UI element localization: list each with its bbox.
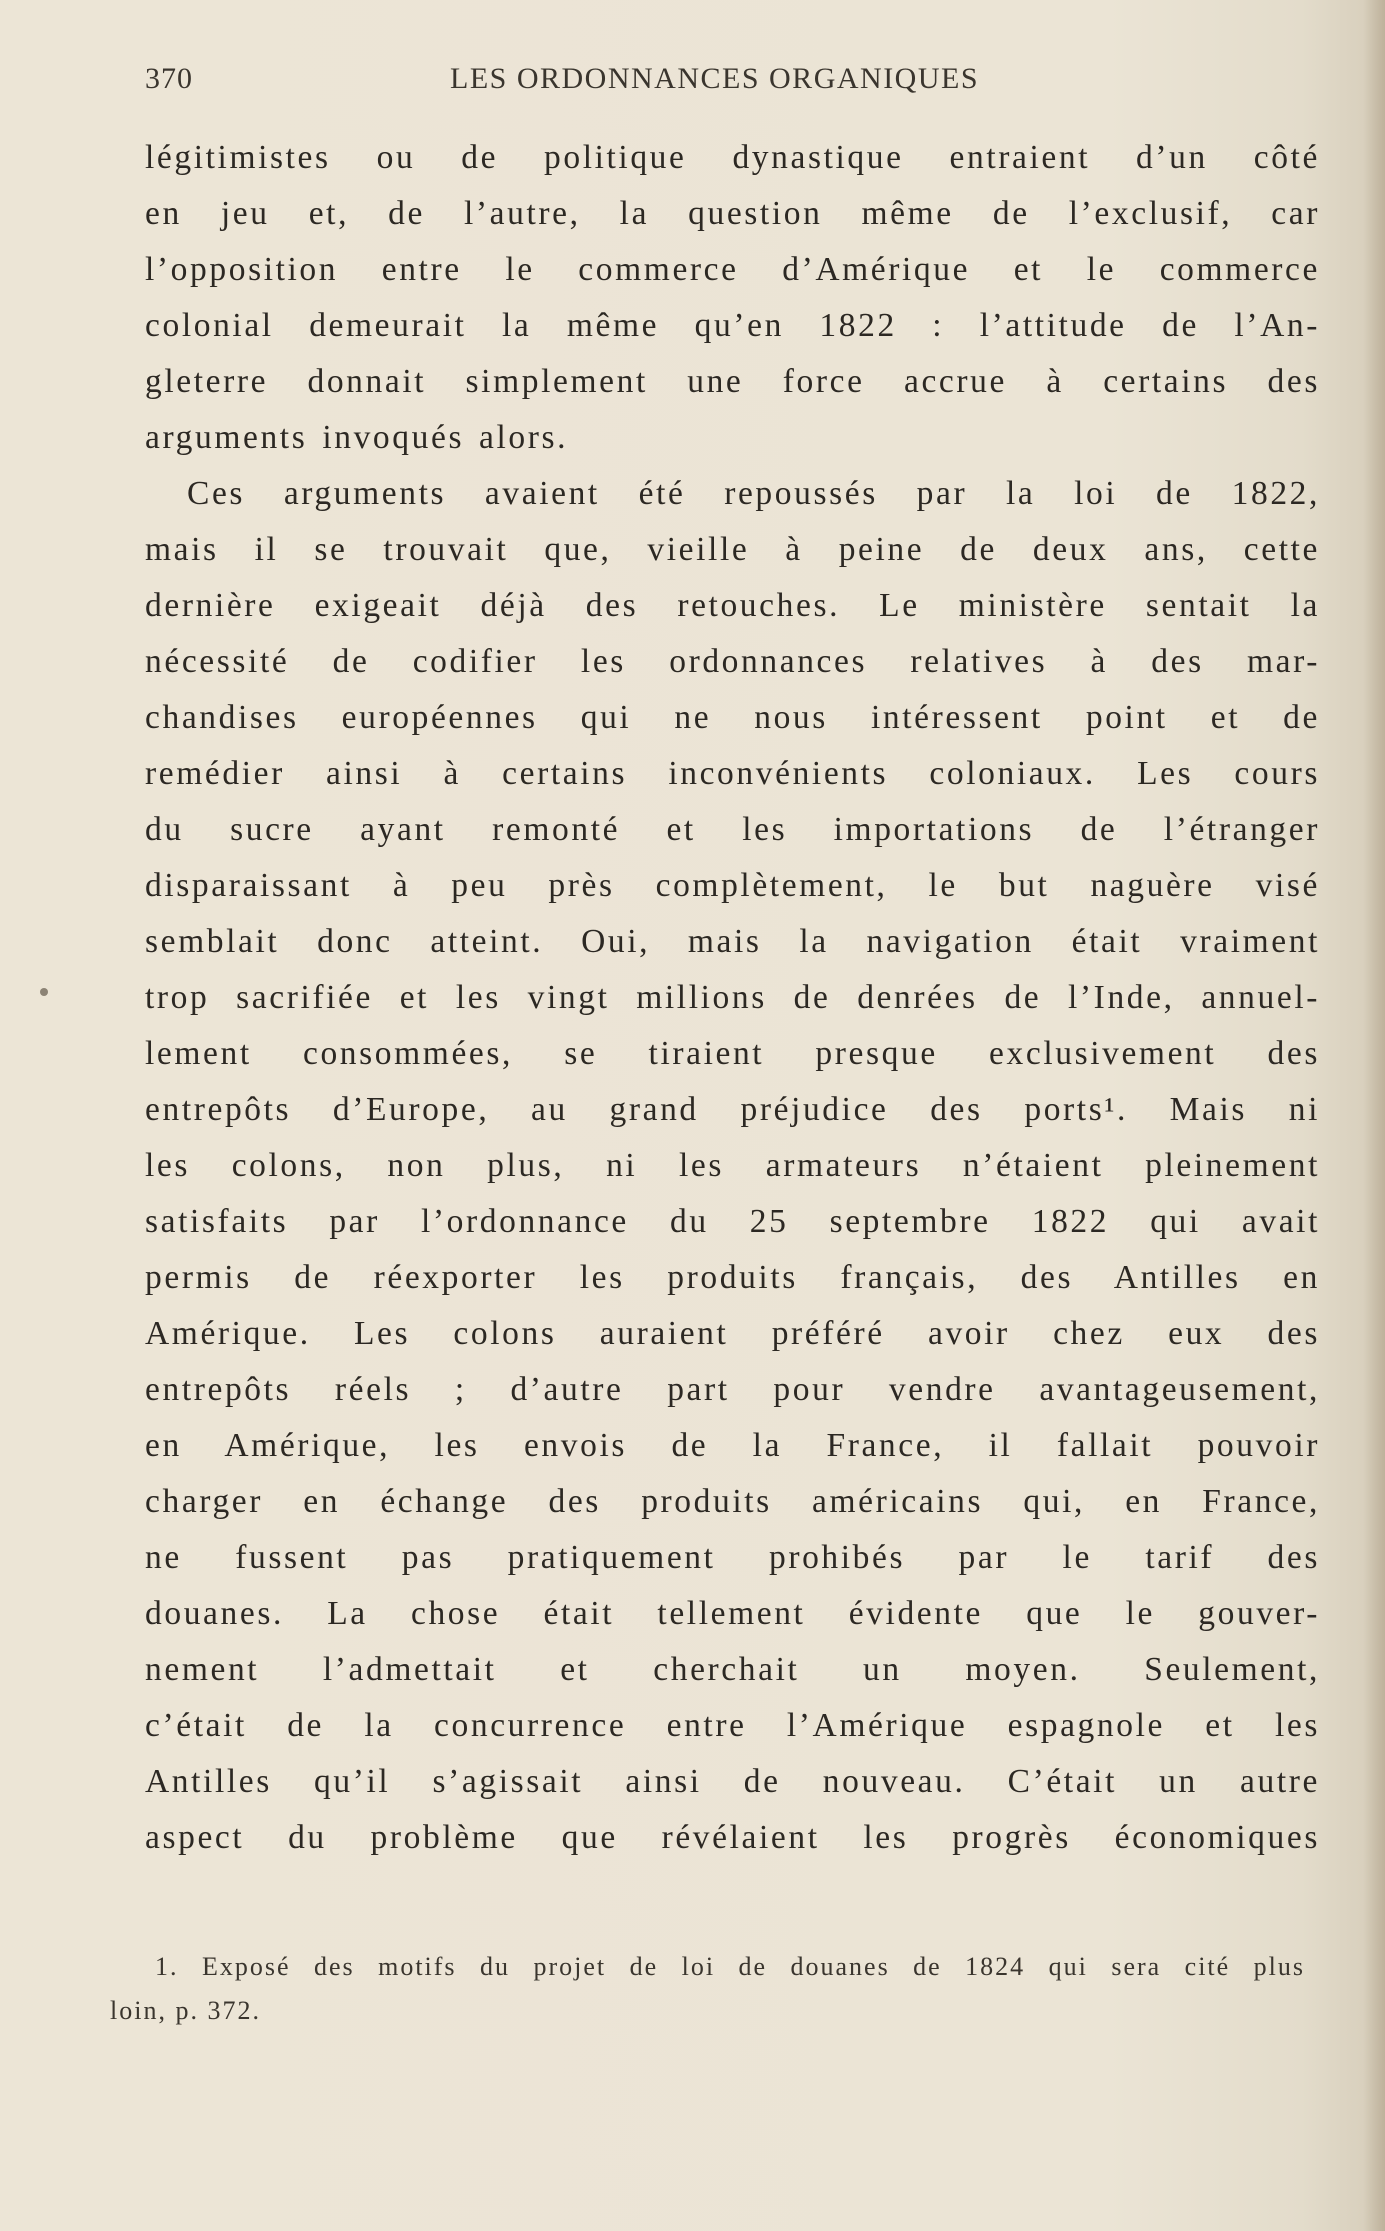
page-header (145, 62, 1320, 102)
footnote-line: 1. Exposé des motifs du projet de loi de douanes de 1824 qui sera cité plus (155, 1952, 1305, 1981)
page-number: 370 (145, 62, 193, 95)
text-line: chandises européennes qui ne nous intéressent point et de (145, 699, 1320, 736)
text-line: lement consommées, se tiraient presque exclusivement des (145, 1035, 1320, 1072)
text-line: aspect du problème que révélaient les progrès économiques (145, 1819, 1320, 1856)
text-line: nement l’admettait et cherchait un moyen. Seulement, (145, 1651, 1320, 1688)
text-line: l’opposition entre le commerce d’Amérique et le commerce (145, 251, 1320, 288)
text-line: permis de réexporter les produits français, des Antilles en (145, 1259, 1320, 1296)
text-line: colonial demeurait la même qu’en 1822 : l’attitude de l’An- (145, 307, 1320, 344)
text-line: c’était de la concurrence entre l’Amérique espagnole et les (145, 1707, 1320, 1744)
text-line: en Amérique, les envois de la France, il fallait pouvoir (145, 1427, 1320, 1464)
text-line: entrepôts d’Europe, au grand préjudice des ports¹. Mais ni (145, 1091, 1320, 1128)
text-line: les colons, non plus, ni les armateurs n’étaient pleinement (145, 1147, 1320, 1184)
text-line: légitimistes ou de politique dynastique entraient d’un côté (145, 139, 1320, 176)
text-line: mais il se trouvait que, vieille à peine de deux ans, cette (145, 531, 1320, 568)
footnote (110, 1945, 1305, 2033)
footnote-line: loin, p. 372. (110, 1996, 261, 2025)
page-edge-shadow (1363, 0, 1385, 2231)
body-text (145, 130, 1320, 1866)
text-line: nécessité de codifier les ordonnances relatives à des mar- (145, 643, 1320, 680)
text-line: arguments invoqués alors. (145, 419, 569, 456)
text-line: semblait donc atteint. Oui, mais la navigation était vraiment (145, 923, 1320, 960)
text-line: gleterre donnait simplement une force accrue à certains des (145, 363, 1320, 400)
text-line: satisfaits par l’ordonnance du 25 septembre 1822 qui avait (145, 1203, 1320, 1240)
text-line: trop sacrifiée et les vingt millions de denrées de l’Inde, annuel- (145, 979, 1320, 1016)
text-line: disparaissant à peu près complètement, le but naguère visé (145, 867, 1320, 904)
text-line: remédier ainsi à certains inconvénients coloniaux. Les cours (145, 755, 1320, 792)
text-line: entrepôts réels ; d’autre part pour vendre avantageusement, (145, 1371, 1320, 1408)
text-line: ne fussent pas pratiquement prohibés par le tarif des (145, 1539, 1320, 1576)
paragraph-start-line: Ces arguments avaient été repoussés par la loi de 1822, (187, 475, 1320, 512)
text-line: charger en échange des produits américains qui, en France, (145, 1483, 1320, 1520)
text-line: Amérique. Les colons auraient préféré avoir chez eux des (145, 1315, 1320, 1352)
text-line: du sucre ayant remonté et les importations de l’étranger (145, 811, 1320, 848)
text-line: douanes. La chose était tellement évidente que le gouver- (145, 1595, 1320, 1632)
running-title: LES ORDONNANCES ORGANIQUES (450, 62, 980, 95)
text-line: en jeu et, de l’autre, la question même de l’exclusif, car (145, 195, 1320, 232)
text-line: dernière exigeait déjà des retouches. Le ministère sentait la (145, 587, 1320, 624)
text-line: Antilles qu’il s’agissait ainsi de nouveau. C’était un autre (145, 1763, 1320, 1800)
margin-mark (40, 988, 48, 996)
